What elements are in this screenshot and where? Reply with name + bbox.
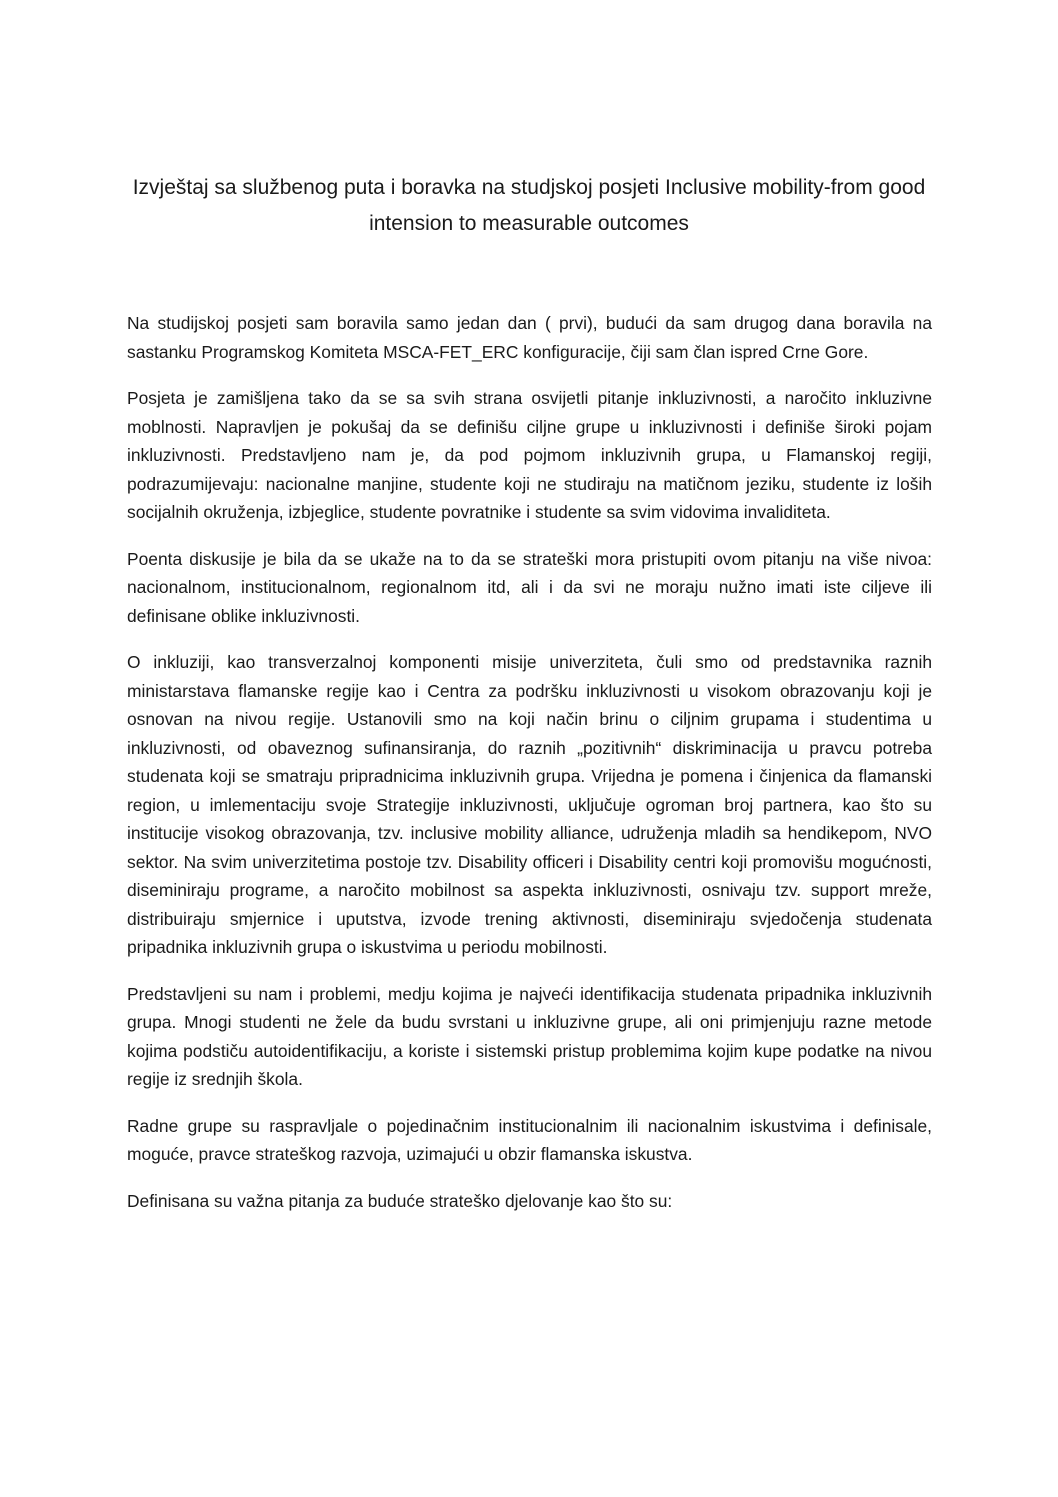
paragraph-1: Na studijskoj posjeti sam boravila samo jedan dan ( prvi), budući da sam drugog dana boravila na sastanku Programskog Komiteta MSCA-FET_ERC konfiguracije, čiji sam član ispred Crne Gore.	[127, 313, 932, 362]
paragraph-4: O inkluziji, kao transverzalnoj komponenti misije univerziteta, čuli smo od predstavnika raznih ministarstava flamanske regije kao i Centra za podršku inkluzivnosti u visokom obrazovanju koji je osnovan na nivou regije. Ustanovili smo na koji način brinu o ciljnim grupama i studentima u inkluzivnosti, od obaveznog sufinansiranja, do raznih „pozitivnih“ diskriminacija u pravcu potreba studenata koji se smatraju pripradnicima inkluzivnih grupa. Vrijedna je pomena i činjenica da flamanski region, u imlementaciju svoje Strategije inkluzivnosti, uključuje ogroman broj partnera, kao što su institucije visokog obrazovanja, tzv. inclusive mobility alliance, udruženja mladih sa hendikepom, NVO sektor. Na svim univerzitetima postoje tzv. Disability officeri i Disability centri koji promovišu mogućnosti, diseminiraju programe, a naročito mobilnost sa aspekta inkluzivnosti, osnivaju tzv. support mreže, distribuiraju smjernice i uputstva, izvode trening aktivnosti, diseminiraju svjedočenja studenata pripadnika inkluzivnih grupa o iskustvima u periodu mobilnosti.	[127, 652, 932, 957]
paragraph-2: Posjeta je zamišljena tako da se sa svih strana osvijetli pitanje inkluzivnosti, a naročito inkluzivne moblnosti. Napravljen je pokušaj da se definišu ciljne grupe u inkluzivnosti i definiše široki pojam inkluzivnosti. Predstavljeno nam je, da pod pojmom inkluzivnih grupa, u Flamanskoj regiji, podrazumijevaju: nacionalne manjine, studente koji ne studiraju na matičnom jeziku, studente iz loših socijalnih okruženja, izbjeglice, studente povratnike i studente sa svim vidovima invaliditeta.	[127, 388, 932, 522]
document-body	[127, 309, 932, 1233]
paragraph-3: Poenta diskusije je bila da se ukaže na to da se strateški mora pristupiti ovom pitanju na više nivoa: nacionalnom, institucionalnom, regionalnom itd, ali i da svi ne moraju nužno imati iste ciljeve ili definisane oblike inkluzivnosti.	[127, 548, 932, 626]
paragraph-7: Definisana su važna pitanja za buduće strateško djelovanje kao što su:	[127, 1190, 673, 1211]
document-title: Izvještaj sa službenog puta i boravka na studjskoj posjeti Inclusive mobility-from good intension to measurable outcomes	[132, 176, 926, 235]
paragraph-6: Radne grupe su raspravljale o pojedinačnim institucionalnim ili nacionalnim iskustvima i definisale, moguće, pravce strateškog razvoja, uzimajući u obzir flamanska iskustva.	[127, 1115, 932, 1164]
paragraph-5: Predstavljeni su nam i problemi, medju kojima je najveći identifikacija studenata pripadnika inkluzivnih grupa. Mnogi studenti ne žele da budu svrstani u inkluzivne grupe, ali oni primjenjuju razne metode kojima podstiču autoidentifikaciju, a koriste i sistemski pristup problemima kojim kupe podatke na nivou regije iz srednjih škola.	[127, 983, 932, 1089]
